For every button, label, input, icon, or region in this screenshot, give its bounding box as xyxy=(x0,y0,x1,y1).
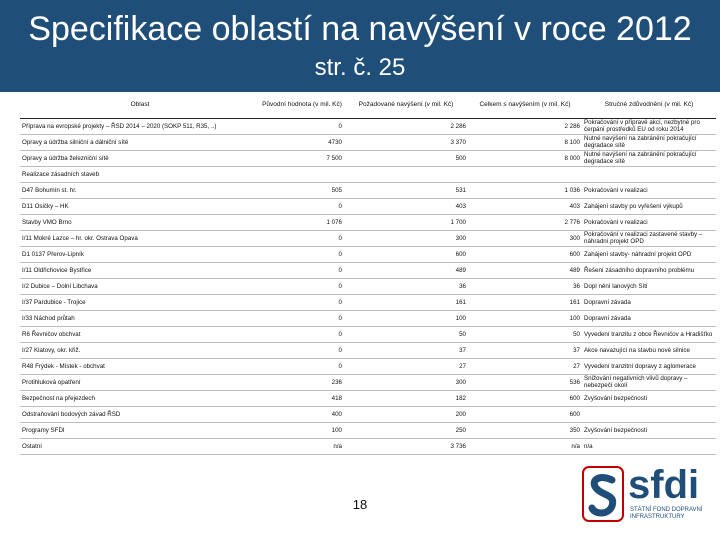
row-total: 37 xyxy=(468,342,582,358)
row-area: D11 Osičky – HK xyxy=(20,198,260,214)
row-total: 36 xyxy=(468,278,582,294)
row-requested-increase: 161 xyxy=(344,294,468,310)
row-total: 50 xyxy=(468,326,582,342)
row-area: R6 Řevničov obchvat xyxy=(20,326,260,342)
row-requested-increase: 300 xyxy=(344,374,468,390)
row-justification: n/a xyxy=(582,438,716,454)
row-requested-increase: 27 xyxy=(344,358,468,374)
row-justification: Pokračování v realizaci zastavené stavby – náhradní projekt OPD xyxy=(582,230,716,246)
table-row xyxy=(20,438,716,454)
title-banner xyxy=(0,0,720,92)
row-area: I/2 Dubice – Dolní Libchava xyxy=(20,278,260,294)
row-requested-increase: 489 xyxy=(344,262,468,278)
row-area: I/33 Náchod průtah xyxy=(20,310,260,326)
row-justification: Vyvedení tranzitní dopravy z aglomerace xyxy=(582,358,716,374)
row-original-value: 0 xyxy=(260,198,344,214)
row-original-value: 0 xyxy=(260,278,344,294)
row-justification: Dopravní závada xyxy=(582,310,716,326)
table-row xyxy=(20,310,716,326)
row-original-value: 505 xyxy=(260,182,344,198)
row-justification: Pokračování v realizaci xyxy=(582,182,716,198)
table-row xyxy=(20,166,716,182)
table-body xyxy=(20,118,716,454)
header-area: Oblast xyxy=(20,92,260,118)
row-justification: Zahájení stavby- náhradní projekt OPD xyxy=(582,246,716,262)
table-row xyxy=(20,390,716,406)
row-requested-increase: 403 xyxy=(344,198,468,214)
row-total: 403 xyxy=(468,198,582,214)
row-area: I/11 Oldřichovice Bystřice xyxy=(20,262,260,278)
row-total: 600 xyxy=(468,390,582,406)
row-original-value: 0 xyxy=(260,230,344,246)
row-total xyxy=(468,166,582,182)
row-original-value: 0 xyxy=(260,246,344,262)
row-original-value xyxy=(260,166,344,182)
row-requested-increase: 531 xyxy=(344,182,468,198)
row-area: Bezpečnost na přejezdech xyxy=(20,390,260,406)
table-row xyxy=(20,374,716,390)
table-row xyxy=(20,246,716,262)
row-area: Programy SFDI xyxy=(20,422,260,438)
sfdi-logo-icon xyxy=(582,466,624,522)
row-requested-increase: 300 xyxy=(344,230,468,246)
row-total: 350 xyxy=(468,422,582,438)
row-justification: Zvyšování bezpečnosti xyxy=(582,422,716,438)
row-total: 100 xyxy=(468,310,582,326)
table-row xyxy=(20,214,716,230)
row-requested-increase: 250 xyxy=(344,422,468,438)
row-area: Stavby VMO Brno xyxy=(20,214,260,230)
row-justification: Nutné navýšení na zabránění pokračující degradace sítě xyxy=(582,150,716,166)
row-original-value: 0 xyxy=(260,310,344,326)
row-original-value: 236 xyxy=(260,374,344,390)
table-row xyxy=(20,118,716,134)
row-total: 536 xyxy=(468,374,582,390)
row-total: 161 xyxy=(468,294,582,310)
row-requested-increase: 200 xyxy=(344,406,468,422)
row-total: 2 286 xyxy=(468,118,582,134)
row-area: Opravy a údržba silniční a dálniční sítě xyxy=(20,134,260,150)
row-requested-increase xyxy=(344,166,468,182)
row-justification: Vyvedení tranzitu z obce Řevničov a Hradišťko xyxy=(582,326,716,342)
table-row xyxy=(20,342,716,358)
table-row xyxy=(20,294,716,310)
row-original-value: 1 076 xyxy=(260,214,344,230)
header-total-with-increase: Celkem s navýšením (v mil. Kč) xyxy=(468,92,582,118)
table-row xyxy=(20,422,716,438)
row-justification: Dopl nění lanových Sítí xyxy=(582,278,716,294)
row-justification: Akce navazující na stavbu nové silnice xyxy=(582,342,716,358)
header-justification: Stručné zdůvodnění (v mil. Kč) xyxy=(582,92,716,118)
row-justification: Pokračování v přípravě akcí, nezbytné pro čerpání prostředků EU od roku 2014 xyxy=(582,118,716,134)
row-justification: Nutné navýšení na zabránění pokračující degradace sítě xyxy=(582,134,716,150)
row-original-value: 100 xyxy=(260,422,344,438)
row-justification: Zahájení stavby po vyřešení výkupů xyxy=(582,198,716,214)
row-justification xyxy=(582,406,716,422)
row-area: Opravy a údržba železniční sítě xyxy=(20,150,260,166)
sfdi-logo-subtitle: STÁTNÍ FOND DOPRAVNÍ INFRASTRUKTURY xyxy=(630,507,703,520)
row-original-value: 7 500 xyxy=(260,150,344,166)
row-area: Odstraňování bodových závad ŘSD xyxy=(20,406,260,422)
row-area: D1 0137 Přerov-Lipník xyxy=(20,246,260,262)
row-area: I/27 Klatovy, okr. křiž. xyxy=(20,342,260,358)
row-justification: Zvyšování bezpečnosti xyxy=(582,390,716,406)
row-original-value: 0 xyxy=(260,294,344,310)
row-total: 8 100 xyxy=(468,134,582,150)
table-row xyxy=(20,182,716,198)
row-area: Protihluková opatření xyxy=(20,374,260,390)
row-original-value: 418 xyxy=(260,390,344,406)
table-row xyxy=(20,134,716,150)
row-requested-increase: 37 xyxy=(344,342,468,358)
row-total: 8 000 xyxy=(468,150,582,166)
row-original-value: 4730 xyxy=(260,134,344,150)
header-original-value: Původní hodnota (v mil. Kč) xyxy=(260,92,344,118)
row-original-value: 0 xyxy=(260,342,344,358)
table-row xyxy=(20,150,716,166)
slide-subtitle: str. č. 25 xyxy=(314,54,406,81)
row-requested-increase: 3 736 xyxy=(344,438,468,454)
row-total: 600 xyxy=(468,246,582,262)
row-requested-increase: 3 370 xyxy=(344,134,468,150)
row-total: n/a xyxy=(468,438,582,454)
row-area: Ostatní xyxy=(20,438,260,454)
row-justification: Dopravní závada xyxy=(582,294,716,310)
table-row xyxy=(20,326,716,342)
row-justification: Pokračování v realizaci xyxy=(582,214,716,230)
allocation-table-container xyxy=(20,92,716,468)
header-requested-increase: Požadované navýšení (v mil. Kč) xyxy=(344,92,468,118)
row-total: 300 xyxy=(468,230,582,246)
row-area: Příprava na evropské projekty – ŘSD 2014 – 2020 (SOKP 511, R35, ..) xyxy=(20,118,260,134)
row-requested-increase: 2 286 xyxy=(344,118,468,134)
page-number: 18 xyxy=(352,497,368,512)
row-total: 489 xyxy=(468,262,582,278)
allocation-table xyxy=(20,92,716,455)
table-row xyxy=(20,358,716,374)
row-requested-increase: 50 xyxy=(344,326,468,342)
row-justification xyxy=(582,166,716,182)
row-requested-increase: 36 xyxy=(344,278,468,294)
row-original-value: n/a xyxy=(260,438,344,454)
row-requested-increase: 600 xyxy=(344,246,468,262)
row-requested-increase: 500 xyxy=(344,150,468,166)
row-justification: Řešení zásadního dopravního problému xyxy=(582,262,716,278)
table-row xyxy=(20,230,716,246)
row-requested-increase: 182 xyxy=(344,390,468,406)
table-row xyxy=(20,262,716,278)
row-original-value: 0 xyxy=(260,262,344,278)
row-area: I/37 Pardubice - Trojice xyxy=(20,294,260,310)
row-justification: Snižování negativních vlivů dopravy – nebezpečí okolí xyxy=(582,374,716,390)
row-area: D47 Bohumín st. hr. xyxy=(20,182,260,198)
row-area: Realizace zásadních staveb xyxy=(20,166,260,182)
row-total: 27 xyxy=(468,358,582,374)
row-requested-increase: 1 700 xyxy=(344,214,468,230)
table-header-row xyxy=(20,92,716,118)
table-row xyxy=(20,278,716,294)
row-original-value: 400 xyxy=(260,406,344,422)
row-original-value: 0 xyxy=(260,358,344,374)
row-requested-increase: 100 xyxy=(344,310,468,326)
row-area: I/11 Mokré Lazce – hr. okr. Ostrava Opava xyxy=(20,230,260,246)
row-total: 2 776 xyxy=(468,214,582,230)
row-total: 600 xyxy=(468,406,582,422)
row-original-value: 0 xyxy=(260,326,344,342)
sfdi-logo-text: sfdi xyxy=(628,463,700,507)
slide-title: Specifikace oblastí na navýšení v roce 2012 xyxy=(28,10,692,48)
table-row xyxy=(20,198,716,214)
row-area: R48 Frýdek - Místek - obchvat xyxy=(20,358,260,374)
table-row xyxy=(20,406,716,422)
row-original-value: 0 xyxy=(260,118,344,134)
row-total: 1 036 xyxy=(468,182,582,198)
